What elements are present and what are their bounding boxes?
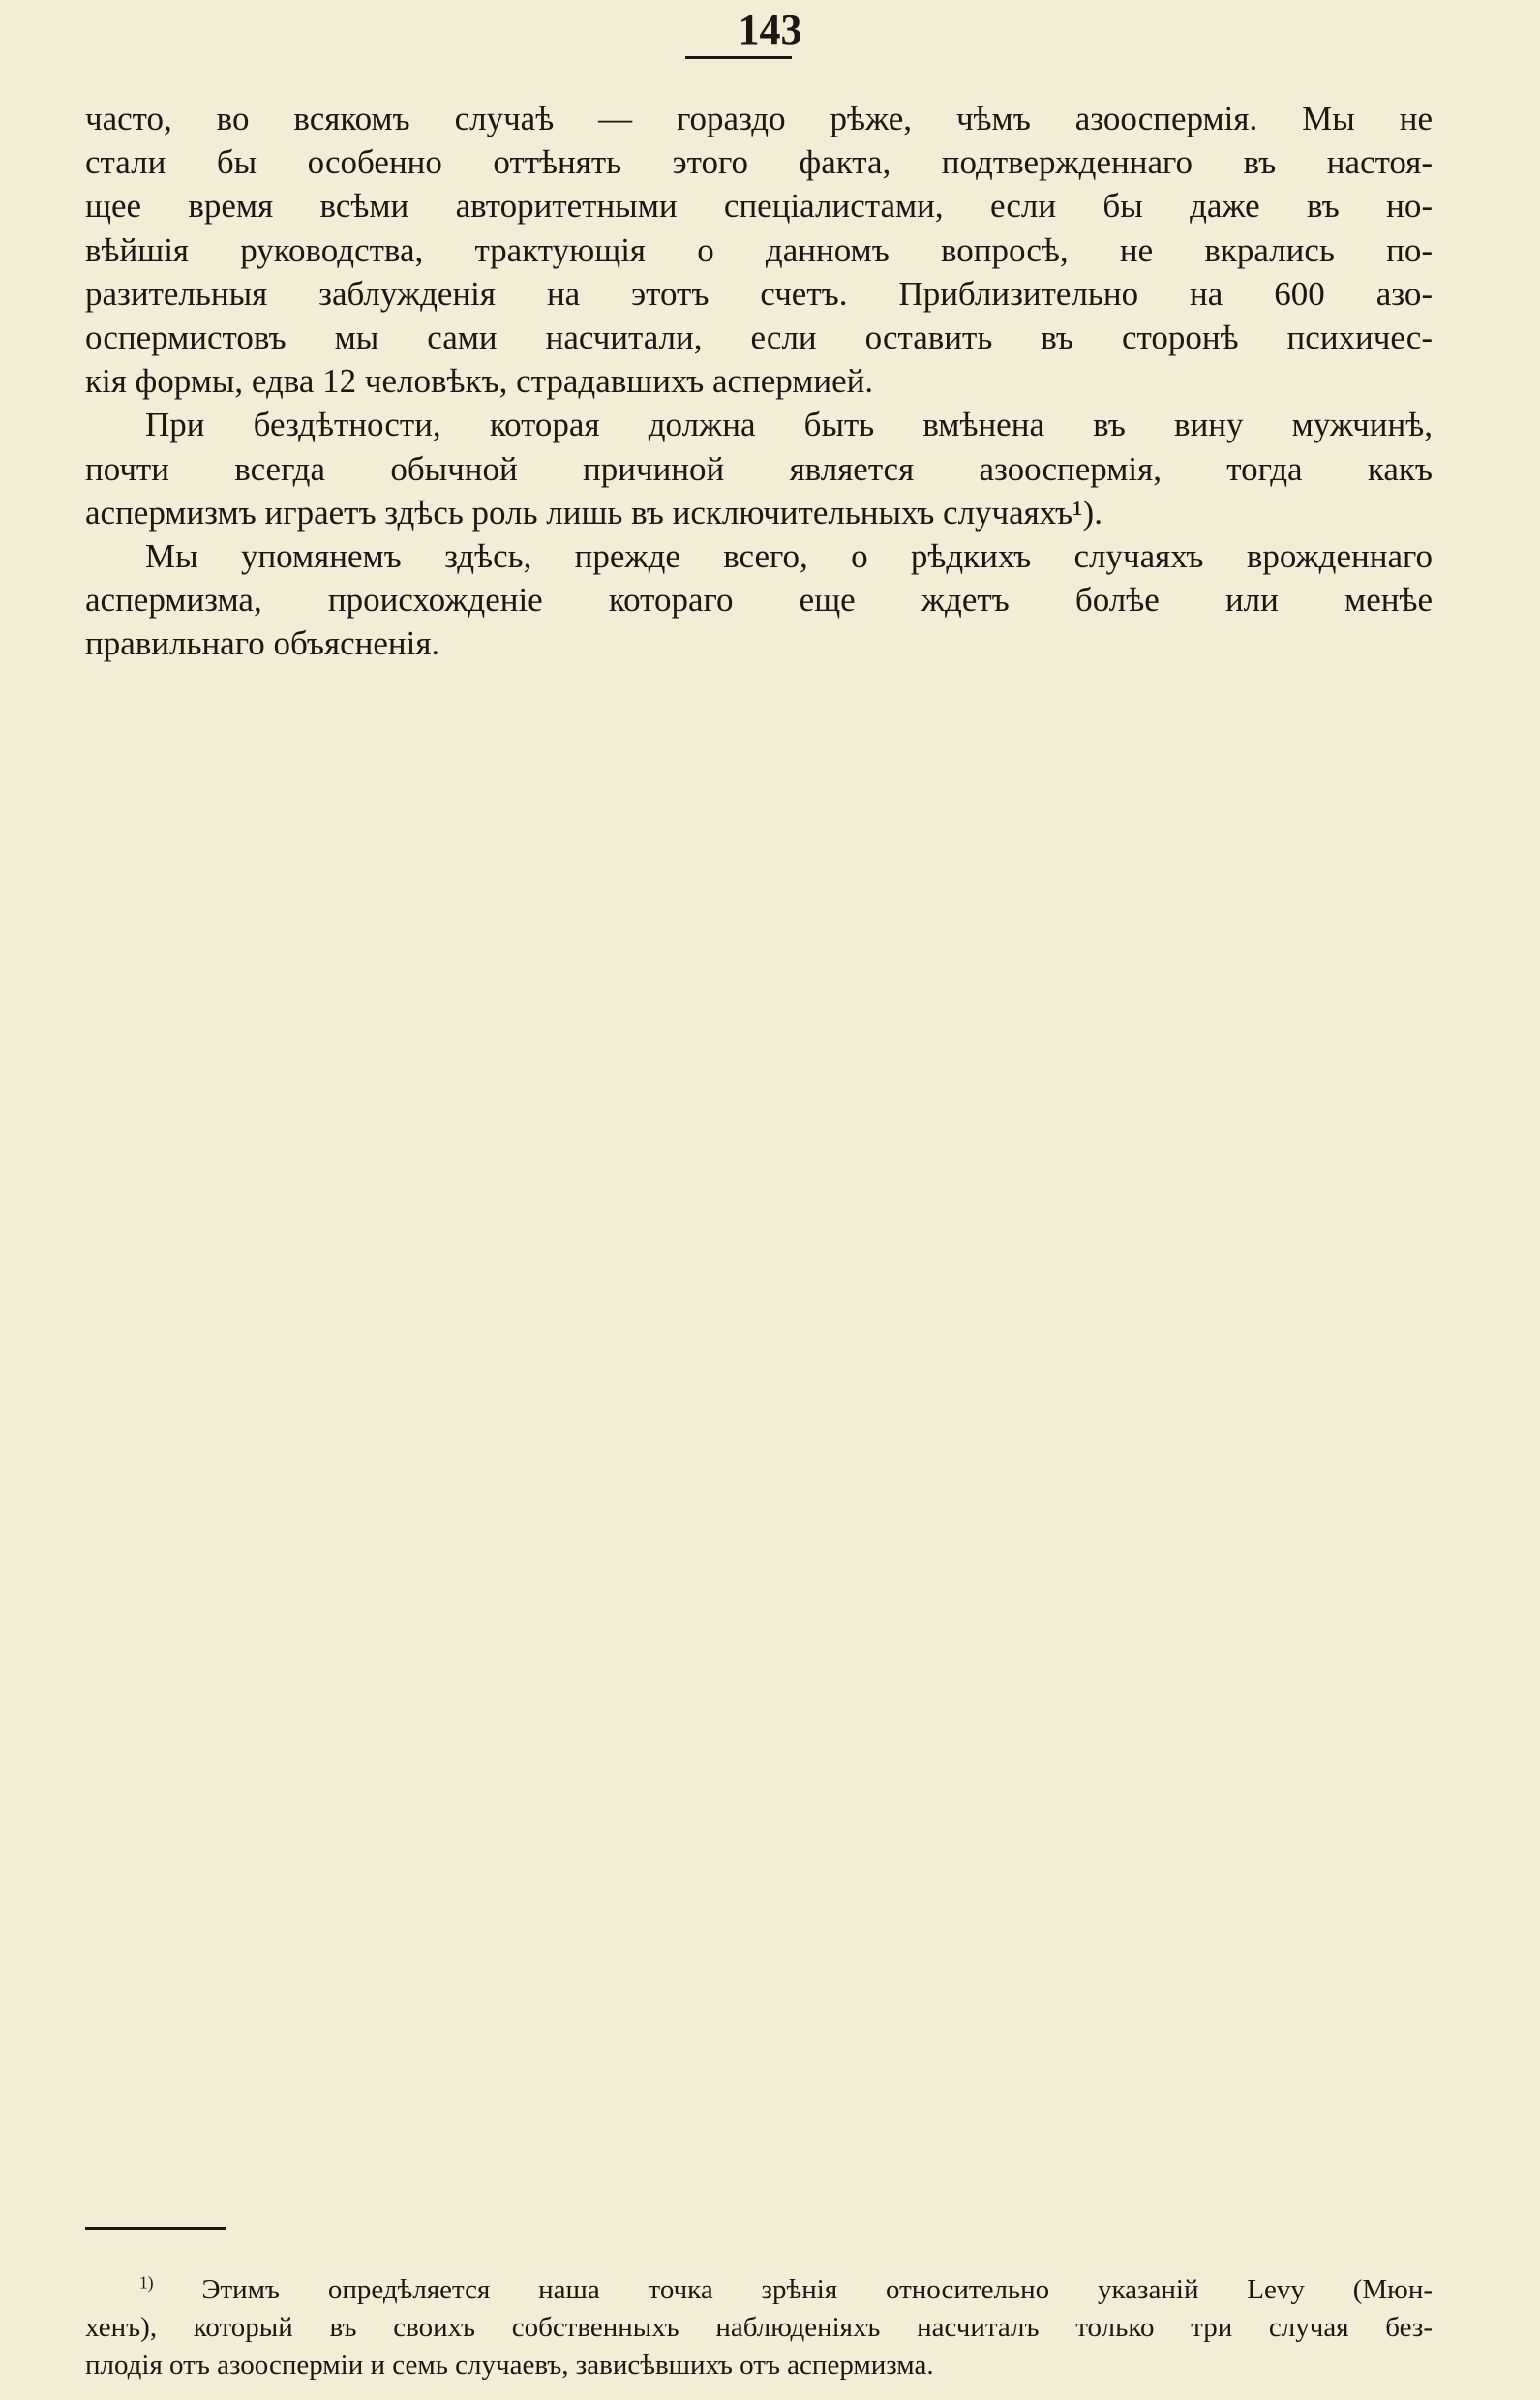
paragraph-2 <box>85 403 1433 534</box>
text-line: аспермизмъ играетъ здѣсь роль лишь въ исключительныхъ случаяхъ¹). <box>85 493 1102 532</box>
text-line: оспермистовъ мы сами насчитали, если оставить въ сторонѣ психичес- <box>85 319 1433 357</box>
text-line: правильнаго объясненія. <box>85 624 440 663</box>
text-line: аспермизма, происхожденіе котораго еще ждетъ болѣе или менѣе <box>85 581 1433 620</box>
footnote-line <box>85 2271 1433 2309</box>
footnote <box>85 2271 1433 2385</box>
footnote-line: хенъ), который въ своихъ собственныхъ наблюденіяхъ насчиталъ только три случая без- <box>85 2312 1433 2343</box>
page-number: 143 <box>738 6 802 53</box>
footnote-separator <box>85 2227 226 2230</box>
footnote-marker: 1) <box>139 2272 154 2293</box>
text-line: кія формы, едва 12 человѣкъ, страдавшихъ аспермией. <box>85 362 874 401</box>
footnote-line: плодія отъ азооспермiи и семь случаевъ, зависѣвшихъ отъ аспермизма. <box>85 2350 934 2381</box>
paragraph-1 <box>85 97 1433 403</box>
text-line: почти всегда обычной причиной является азооспермія, тогда какъ <box>85 449 1433 488</box>
text-line: часто, во всякомъ случаѣ — гораздо рѣже, чѣмъ азооспермія. Мы не <box>85 100 1433 137</box>
text-line: разительныя заблужденія на этотъ счетъ. Приблизительно на 600 азо- <box>85 274 1433 313</box>
footnote-text: Этимъ опредѣляется наша точка зрѣнія относительно указаній Levy (Мюн- <box>201 2274 1433 2305</box>
text-line: Мы упомянемъ здѣсь, прежде всего, о рѣдкихъ случаяхъ врожденнаго <box>145 537 1433 576</box>
text-line: вѣйшія руководства, трактующія о данномъ вопросѣ, не вкрались по- <box>85 230 1433 269</box>
body-text <box>85 97 1433 666</box>
paragraph-3 <box>85 534 1433 666</box>
text-line: стали бы особенно оттѣнять этого факта, подтвержденнаго въ настоя- <box>85 143 1433 182</box>
text-line: щее время всѣми авторитетными спеціалистами, если бы даже въ но- <box>85 187 1433 226</box>
page-number-underline <box>685 56 792 59</box>
text-line: При бездѣтности, которая должна быть вмѣнена въ вину мужчинѣ, <box>145 406 1433 444</box>
